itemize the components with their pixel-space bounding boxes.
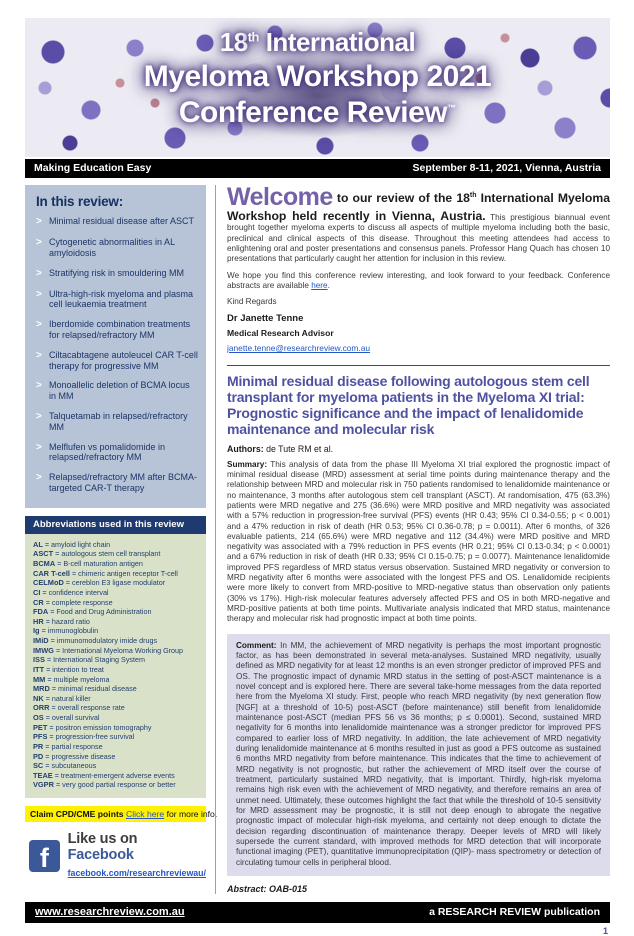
welcome-paragraph bbox=[227, 185, 610, 265]
section-divider bbox=[227, 365, 610, 366]
toc-item[interactable] bbox=[36, 411, 198, 433]
toc-item-label: Ciltacabtagene autoleucel CAR T-cell therapy for progressive MM bbox=[49, 349, 198, 371]
toc-item-label: Minimal residual disease after ASCT bbox=[49, 216, 195, 226]
trademark-symbol: ™ bbox=[447, 102, 457, 113]
event-date-location: September 8-11, 2021, Vienna, Austria bbox=[412, 162, 601, 174]
page-number: 1 bbox=[602, 926, 608, 936]
publication-title bbox=[25, 26, 610, 131]
chevron-right-icon: > bbox=[36, 216, 42, 227]
comment-box bbox=[227, 634, 610, 876]
abbrev-row: VGPR = very good partial response or better bbox=[33, 780, 176, 790]
comment-paragraph: Comment: In MM, the achievement of MRD negativity is perhaps the most important prognostic factor, as has been demonstrated in several meta-analyses. Sustained MRD negativity, usually defined as MRD negativity for at least 12 months is an even stronger predictor of improved PFS and OS. The prognostic impact of dynamic MRD status in the setting of post-ASCT maintenance is a novel concept and is explored here. There are several take-home messages from the data reported here from the Myeloma XI study. First, people who reach MRD negativity (by next generation flow [NGF] at a threshold of 10-5) post-ASCT (before maintenance) still benefit from lenalidomide maintenance post-ASCT (median PFS 56 vs 36 months; p ≤ 0.0001). Second, sustained MRD negativity for 6 months into lenalidomide maintenance was a stronger predictor for improved PFS compared to earlier loss of MRD negativity. In addition, the late achievement of MRD negativity during lenalidomide maintenance at 6 months resulted in just as good a PFS outcome as sustained 6 months MRD negativity from before maintenance. This indicates that the time to achievement of MRD negativity is not prognostic, but rather the achievement of MRD itself over the course of treatment, particularly sustained MRD negativity, that is important. Thirdly, high-risk myeloma remains high risk even with the achievement of MRD negativity, and therefore remains an area of unmet need. Ultimately, these outcomes highlight the fact that while the threshold of 10-5 sensitivity for MRD assessment may be prognostic, it is still not deep enough to abrogate the negative prognostic impact of molecular high-risk myeloma, and certainly not deep enough to dictate the decision regarding discontinuation of maintenance therapy. Deeper levels of MRD will likely supersede the current standard, with improved methods for MRD detection that will incorporate functional imaging (PET), quantitative immunoprecipitation (QIP)- mass spectrometry or detection of circulating tumour cells in peripheral blood. bbox=[236, 640, 601, 867]
toc-item-label: Stratifying risk in smouldering MM bbox=[49, 267, 185, 278]
abbrev-row: ASCT = autologous stem cell transplant bbox=[33, 549, 161, 559]
cpd-claim-bar bbox=[25, 806, 218, 822]
abstracts-here-link[interactable]: here bbox=[311, 281, 328, 291]
toc-item-label: Melflufen vs pomalidomide in relapsed/refractory MM bbox=[49, 441, 166, 463]
toc-item[interactable] bbox=[36, 442, 198, 464]
abbrev-row: CELMoD = cereblon E3 ligase modulator bbox=[33, 578, 166, 588]
abbrev-row: ORR = overall response rate bbox=[33, 703, 125, 713]
abbrev-row: Ig = immunoglobulin bbox=[33, 626, 99, 636]
article-authors: Authors: de Tute RM et al. bbox=[227, 443, 334, 454]
facebook-text bbox=[68, 831, 206, 881]
article-title: Minimal residual disease following autologous stem cell transplant for myeloma patients in the Myeloma XI trial: Prognostic significance and the impact of lenalidomide maintenance and molecular risk bbox=[227, 372, 590, 437]
facebook-like-line: Like us on Facebook bbox=[67, 831, 138, 863]
title-line-1: 18th International bbox=[219, 27, 416, 57]
advisor-role: Medical Research Advisor bbox=[227, 327, 334, 338]
toc-item-label: Cytogenetic abnormalities in AL amyloidosis bbox=[49, 237, 175, 258]
chevron-right-icon: > bbox=[36, 288, 42, 300]
sidebar bbox=[25, 185, 218, 894]
abbrev-row: PD = progressive disease bbox=[33, 751, 116, 761]
toc-item[interactable] bbox=[36, 380, 198, 402]
chevron-right-icon: > bbox=[36, 441, 42, 453]
footer-publication-label: a RESEARCH REVIEW publication bbox=[429, 906, 600, 918]
toc-item[interactable] bbox=[36, 289, 198, 311]
abbrev-row: FDA = Food and Drug Administration bbox=[33, 607, 152, 617]
toc-item[interactable] bbox=[36, 472, 198, 494]
chevron-right-icon: > bbox=[36, 410, 42, 422]
toc-item[interactable] bbox=[36, 237, 198, 259]
page bbox=[0, 18, 634, 936]
facebook-icon[interactable]: f bbox=[29, 840, 60, 872]
chevron-right-icon: > bbox=[36, 472, 42, 484]
header-banner-image bbox=[25, 18, 610, 157]
facebook-brand: Facebook bbox=[67, 847, 134, 863]
abbrev-row: HR = hazard ratio bbox=[33, 616, 90, 626]
cpd-label: Claim CPD/CME points bbox=[30, 809, 124, 819]
article-summary: Summary: This analysis of data from the phase III Myeloma XI trial explored the prognostic impact of minimal residual disease (MRD) assessment at serial time points during maintenance therapy and the relationship between MRD and molecular risk in 750 patients randomised to lenalidomide maintenance or no maintenance, 3 months after autologous stem cell transplant (ASCT). At randomisation, 475 (63.3%) patients were MRD negative and 275 (36.6%) were MRD positive and MRD negativity was associated with a 57% reduction in progression-free survival (PFS) events (HR 0.43; 95% CI 0.34-0.55; p < 0.001) and a 47% reduction in risk of death (HR 0.53; 95% CI 0.36-0.78; p = 0.0011). After 6 months, of 326 evaluable patients, 214 (65.6%) were MRD negative and 112 (34.4%) were MRD positive and MRD negativity was associated with a 79% reduction in PFS events (HR 0.21; 95% CI 0.13-0.34; p < 0.0001) and a 67% reduction in risk of death (HR 0.33; 95% CI 0.15-0.75; p = 0.0077). Maintenance lenalidomide improved PFS regardless of MRD status versus observation. Sustained MRD negativity or conversion to MRD negativity after 6 months were associated with the longest PFS and OS. Lenalidomide recipients were more likely to convert from MRD-positive to MRD-negative status than observation only patients (30% vs 17%). High-risk molecular features adversely affected PFS and OS in both MRD-negative and MRD-positive patients at both time points. Multivariate analysis indicated that MRD status, maintenance therapy and molecular risk had prognostic impact at both time points. bbox=[227, 459, 610, 624]
welcome-body: This prestigious biannual event brought together myeloma experts to discuss all aspects of multiple myeloma including both the basic, preclinical and clinical aspects of this disease. Throughout this meeting attendees had access to enlightening oral and poster presentations and consensus panels. Professor Hang Quach has chosen 10 presentations that particularly caught her attention for inclusion in this review. bbox=[227, 213, 610, 264]
abbrev-row: IMiD = immunomodulatory imide drugs bbox=[33, 636, 158, 645]
toc-item[interactable] bbox=[36, 319, 198, 341]
chevron-right-icon: > bbox=[36, 267, 42, 279]
abbrev-row: PFS = progression-free survival bbox=[33, 732, 135, 742]
toc-item-label: Ultra-high-risk myeloma and plasma cell leukaemia treatment bbox=[49, 288, 194, 310]
abbrev-row: CAR T-cell = chimeric antigen receptor T-cell bbox=[33, 568, 178, 578]
abbrev-row: CR = complete response bbox=[33, 597, 113, 607]
title-line-3: Conference Review™ bbox=[178, 95, 457, 129]
abbrev-row: NK = natural killer bbox=[33, 693, 91, 703]
chevron-right-icon: > bbox=[36, 319, 42, 331]
welcome-word: Welcome bbox=[227, 183, 333, 211]
abbrev-row: AL = amyloid light chain bbox=[33, 539, 111, 549]
toc-item[interactable] bbox=[36, 216, 198, 228]
toc-item-label: Talquetamab in relapsed/refractory MM bbox=[49, 410, 188, 432]
toc-item[interactable] bbox=[36, 268, 198, 280]
abbrev-row: OS = overall survival bbox=[33, 713, 100, 722]
toc-item[interactable] bbox=[36, 350, 198, 372]
chevron-right-icon: > bbox=[36, 237, 42, 248]
abstract-reference: Abstract: OAB-015 bbox=[227, 884, 308, 894]
abbrev-row: MRD = minimal residual disease bbox=[33, 684, 137, 694]
welcome-intro: to our review of the 18th International Myeloma Workshop held recently in Vienna, Austria. bbox=[227, 191, 610, 223]
abbrev-row: CI = confidence interval bbox=[33, 587, 109, 597]
footer-bar bbox=[25, 902, 610, 923]
kind-regards: Kind Regards bbox=[227, 297, 277, 307]
abbrev-row: BCMA = B-cell maturation antigen bbox=[33, 559, 143, 568]
abbrev-row: ITT = intention to treat bbox=[33, 664, 104, 674]
advisor-email-link[interactable]: janette.tenne@researchreview.com.au bbox=[227, 342, 371, 353]
in-this-review-heading: In this review: bbox=[36, 194, 124, 209]
title-line-2: Myeloma Workshop 2021 bbox=[143, 59, 492, 93]
toc-item-label: Iberdomide combination treatments for relapsed/refractory MM bbox=[49, 319, 191, 340]
abbrev-row: TEAE = treatment-emergent adverse events bbox=[33, 770, 175, 780]
advisor-name: Dr Janette Tenne bbox=[227, 312, 304, 324]
abbrev-row: SC = subcutaneous bbox=[33, 761, 97, 771]
facebook-url-link[interactable]: facebook.com/researchreviewau/ bbox=[67, 868, 206, 878]
abbrev-row: IMWG = International Myeloma Working Group bbox=[33, 645, 184, 655]
abbrev-row: PET = positron emission tomography bbox=[33, 722, 152, 732]
content-columns bbox=[25, 185, 610, 894]
abbrev-row: MM = multiple myeloma bbox=[33, 674, 110, 684]
footer-website-link[interactable]: www.researchreview.com.au bbox=[35, 906, 185, 918]
chevron-right-icon: > bbox=[36, 349, 42, 361]
in-this-review-box bbox=[25, 185, 206, 508]
abbrev-row: ISS = International Staging System bbox=[33, 655, 146, 665]
cpd-click-here-link[interactable]: Click here bbox=[125, 809, 165, 819]
abbreviations-box bbox=[25, 534, 206, 798]
feedback-paragraph: We hope you find this conference review interesting, and look forward to your feedback. Conference abstracts are available here. bbox=[227, 270, 610, 291]
comment-label: Comment: bbox=[236, 640, 277, 650]
toc-item-label: Monoallelic deletion of BCMA locus in MM bbox=[49, 380, 190, 402]
facebook-block[interactable] bbox=[25, 831, 206, 881]
main-column bbox=[215, 185, 610, 894]
authors-label: Authors: bbox=[227, 443, 264, 454]
summary-label: Summary: bbox=[227, 459, 268, 469]
tagline: Making Education Easy bbox=[34, 162, 152, 174]
chevron-right-icon: > bbox=[36, 380, 42, 392]
cpd-rest: for more info. bbox=[164, 809, 218, 819]
abbrev-row: PR = partial response bbox=[33, 741, 103, 751]
abbreviations-heading: Abbreviations used in this review bbox=[25, 516, 206, 534]
toc-item-label: Relapsed/refractory MM after BCMA-targeted CAR-T therapy bbox=[49, 472, 198, 493]
tagline-bar bbox=[25, 159, 610, 178]
